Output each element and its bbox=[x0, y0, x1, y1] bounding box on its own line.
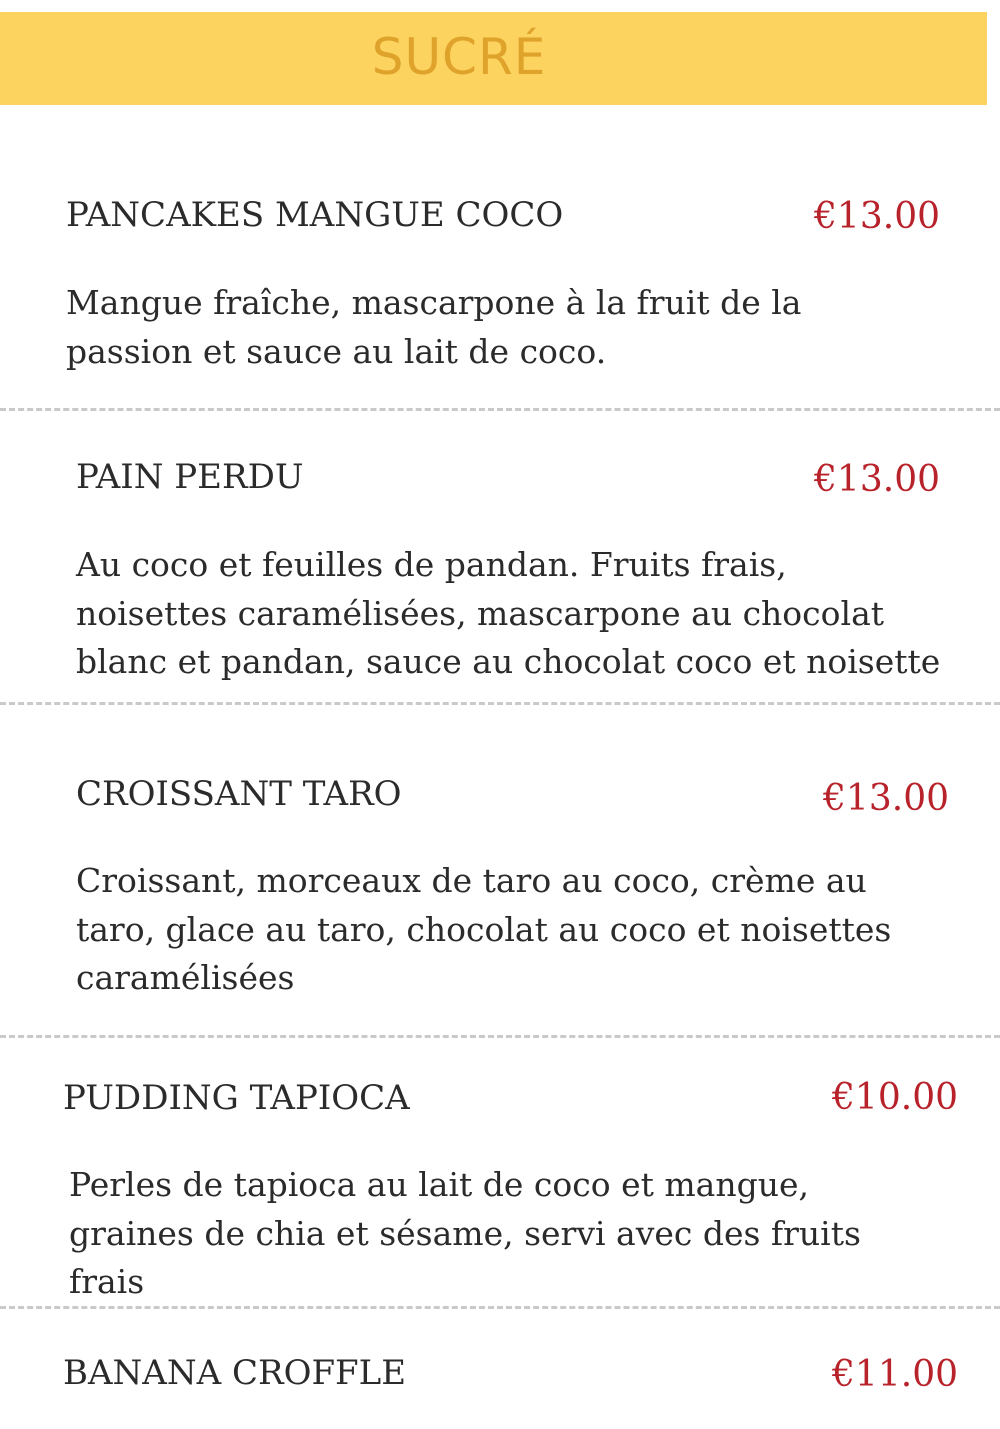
menu-item-price: €11.00 bbox=[832, 1354, 958, 1395]
menu-item-price: €13.00 bbox=[814, 459, 940, 500]
item-divider bbox=[0, 1306, 1000, 1309]
menu-item-name[interactable]: BANANA CROFFLE bbox=[63, 1353, 407, 1393]
menu-item-name[interactable]: PANCAKES MANGUE COCO bbox=[66, 195, 564, 235]
menu-item-price: €13.00 bbox=[814, 196, 940, 237]
section-title: SUCRÉ bbox=[371, 28, 547, 86]
menu-item-price: €13.00 bbox=[823, 778, 949, 819]
item-divider bbox=[0, 1035, 1000, 1038]
menu-item-name[interactable]: PAIN PERDU bbox=[76, 457, 304, 497]
menu-item-description: Croissant, morceaux de taro au coco, crème au taro, glace au taro, chocolat au coco et noisettes caramélisées bbox=[76, 861, 892, 997]
menu-item-name[interactable]: PUDDING TAPIOCA bbox=[63, 1078, 410, 1118]
menu-item-description: Perles de tapioca au lait de coco et mangue, graines de chia et sésame, servi avec des fruits frais bbox=[69, 1165, 861, 1301]
menu-item-name[interactable]: CROISSANT TARO bbox=[76, 774, 402, 814]
item-divider bbox=[0, 702, 1000, 705]
menu-item-description: Au coco et feuilles de pandan. Fruits frais, noisettes caramélisées, mascarpone au chocolat blanc et pandan, sauce au chocolat coco et noisette bbox=[76, 545, 941, 681]
menu-item-description: Mangue fraîche, mascarpone à la fruit de la passion et sauce au lait de coco. bbox=[66, 283, 802, 371]
item-divider bbox=[0, 408, 1000, 411]
menu-item-price: €10.00 bbox=[832, 1077, 958, 1118]
